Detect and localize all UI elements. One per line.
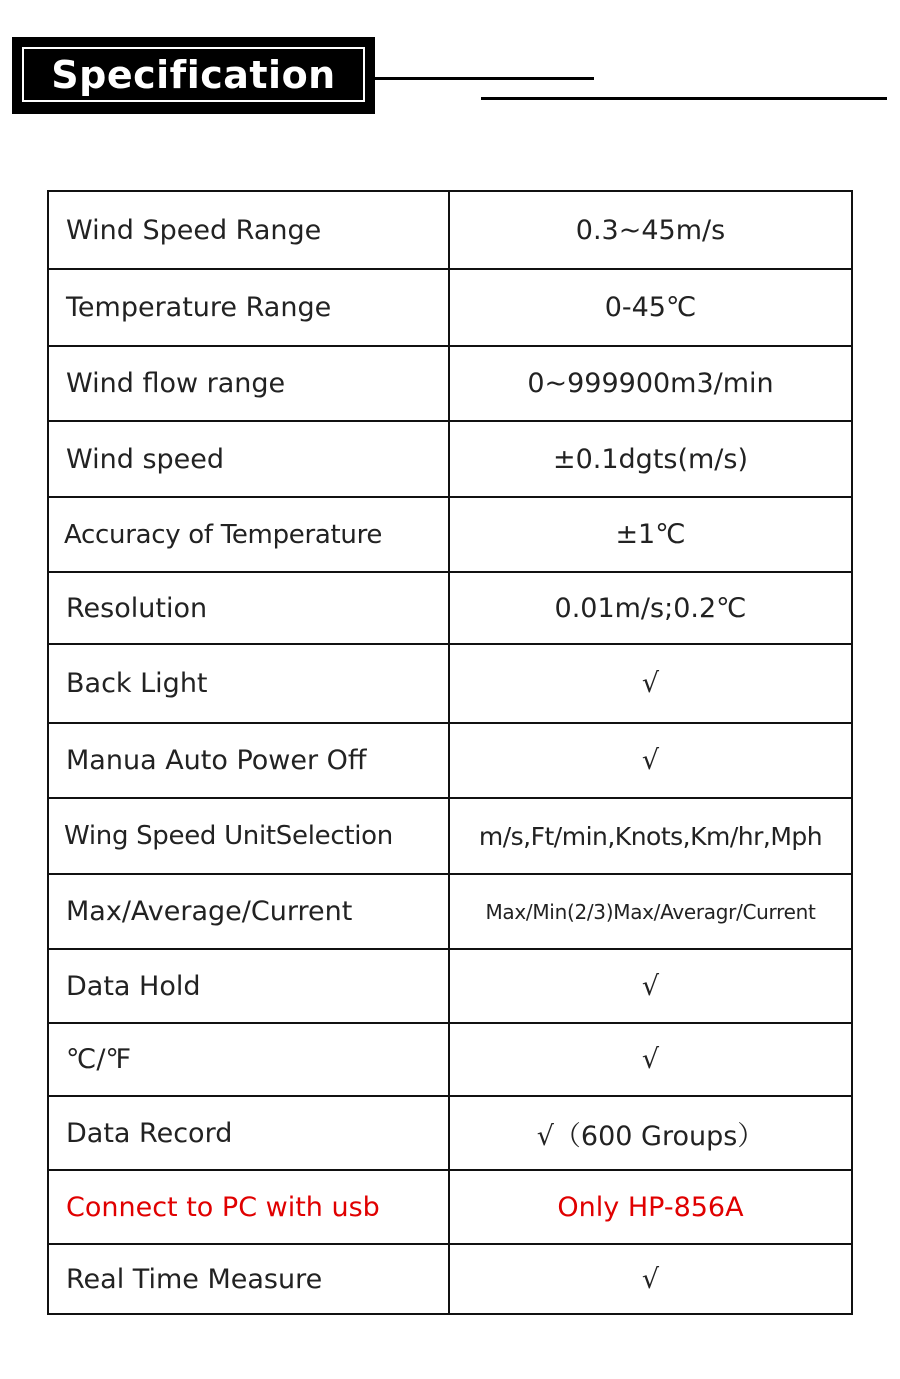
check-mark: √ [449, 644, 852, 723]
spec-value: 0-45℃ [449, 269, 852, 346]
table-row [48, 497, 852, 572]
check-mark: √ [449, 1023, 852, 1096]
table-row [48, 572, 852, 644]
page-title: Specification [51, 52, 336, 97]
table-row [48, 1244, 852, 1314]
table-row [48, 644, 852, 723]
spec-value: ±1℃ [449, 497, 852, 572]
spec-label: Data Record [48, 1096, 449, 1170]
table-row [48, 723, 852, 798]
spec-label: Connect to PC with usb [48, 1170, 449, 1244]
spec-value: Only HP-856A [449, 1170, 852, 1244]
table-row [48, 421, 852, 497]
check-mark: √ [449, 949, 852, 1023]
spec-label: Wind Speed Range [48, 191, 449, 269]
section-header [12, 37, 375, 114]
spec-label: Data Hold [48, 949, 449, 1023]
table-row [48, 346, 852, 421]
table-row [48, 798, 852, 874]
spec-label: Max/Average/Current [48, 874, 449, 949]
table-row [48, 1023, 852, 1096]
spec-value: 0.01m/s;0.2℃ [449, 572, 852, 644]
spec-label: Wind speed [48, 421, 449, 497]
spec-value: √（600 Groups） [449, 1096, 852, 1170]
spec-value: Max/Min(2/3)Max/Averagr/Current [449, 874, 852, 949]
specification-table [47, 190, 853, 1315]
spec-value: m/s,Ft/min,Knots,Km/hr,Mph [449, 798, 852, 874]
spec-value: 0.3~45m/s [449, 191, 852, 269]
table-row-highlighted [48, 1170, 852, 1244]
section-header-frame [22, 47, 365, 102]
spec-value: 0~999900m3/min [449, 346, 852, 421]
spec-label: Accuracy of Temperature [48, 497, 449, 572]
table-row [48, 874, 852, 949]
table-row [48, 269, 852, 346]
table-row [48, 949, 852, 1023]
spec-value: ±0.1dgts(m/s) [449, 421, 852, 497]
header-divider-top [375, 77, 594, 80]
spec-label: Wind flow range [48, 346, 449, 421]
table-row [48, 191, 852, 269]
spec-label: Real Time Measure [48, 1244, 449, 1314]
spec-label: Manua Auto Power Off [48, 723, 449, 798]
header-divider-bottom [481, 97, 887, 100]
spec-label: ℃/℉ [48, 1023, 449, 1096]
spec-label: Wing Speed UnitSelection [48, 798, 449, 874]
spec-label: Back Light [48, 644, 449, 723]
spec-label: Resolution [48, 572, 449, 644]
check-mark: √ [449, 1244, 852, 1314]
table-row [48, 1096, 852, 1170]
spec-label: Temperature Range [48, 269, 449, 346]
check-mark: √ [449, 723, 852, 798]
